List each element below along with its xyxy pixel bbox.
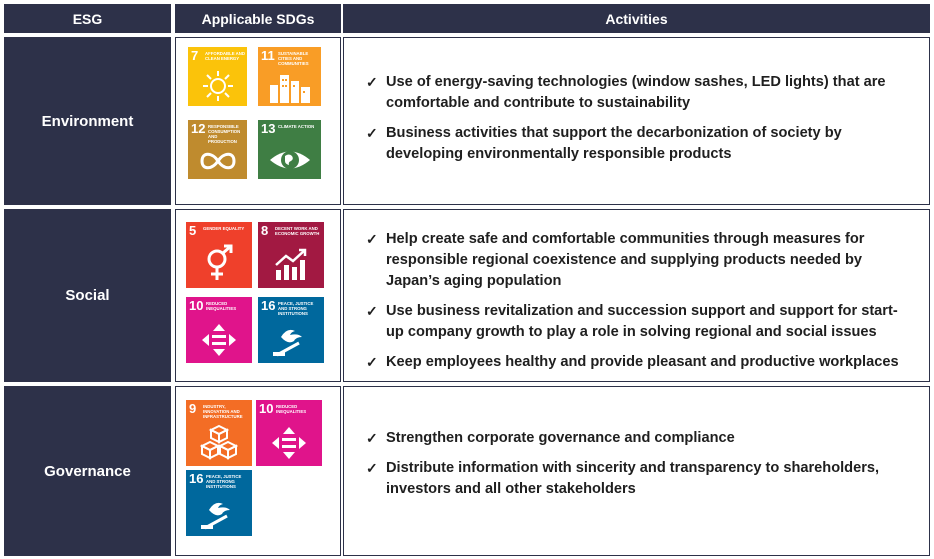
check-icon: ✓: [366, 430, 378, 446]
activity-item: ✓ Use business revitalization and succession support and support for start-up company growth to play a role in solving regional and social issues: [366, 301, 913, 343]
sdg-tile-16: 16 PEACE, JUSTICE AND STRONG INSTITUTIONS: [258, 297, 324, 363]
gender-icon: [202, 244, 236, 284]
sdg-cell-social: [175, 209, 341, 382]
esg-label-social: Social: [4, 209, 171, 382]
activities-cell-environment: [343, 37, 930, 205]
check-icon: ✓: [366, 354, 378, 370]
activities-cell-social: [343, 209, 930, 382]
activity-item: ✓ Keep employees healthy and provide pleasant and productive workplaces: [366, 352, 913, 373]
activity-item: ✓ Help create safe and comfortable communities through measures for responsible regional coexistence and supplying products needed by Japan’s aging population: [366, 229, 913, 292]
sdg-tile-5: 5 GENDER EQUALITY: [186, 222, 252, 288]
activity-item: ✓ Distribute information with sincerity and transparency to shareholders, investors and all other stakeholders: [366, 458, 913, 500]
equality-icon: [271, 426, 307, 460]
header-activities: Activities: [343, 4, 930, 33]
sdg-tile-16: 16 PEACE, JUSTICE AND STRONG INSTITUTIONS: [186, 470, 252, 536]
sdg-tile-13: 13 CLIMATE ACTION: [258, 120, 321, 179]
sdg-tile-9: 9 INDUSTRY, INNOVATION AND INFRASTRUCTURE: [186, 400, 252, 466]
check-icon: ✓: [366, 74, 378, 90]
growth-chart-icon: [273, 248, 309, 280]
sdg-tile-10: 10 REDUCED INEQUALITIES: [256, 400, 322, 466]
header-applicable-sdgs: Applicable SDGs: [175, 4, 341, 33]
esg-label-environment: Environment: [4, 37, 171, 205]
sdg-tile-7: 7 AFFORDABLE AND CLEAN ENERGY: [188, 47, 247, 106]
check-icon: ✓: [366, 125, 378, 141]
sdg-tile-11: 11 SUSTAINABLE CITIES AND COMMUNITIES: [258, 47, 321, 106]
activity-item: ✓ Strengthen corporate governance and compliance: [366, 428, 913, 449]
equality-icon: [201, 323, 237, 357]
dove-gavel-icon: [199, 498, 239, 530]
header-esg: ESG: [4, 4, 171, 33]
sun-icon: [201, 69, 235, 103]
activity-item: ✓ Use of energy-saving technologies (window sashes, LED lights) that are comfortable and contribute to sustainability: [366, 72, 913, 114]
check-icon: ✓: [366, 231, 378, 247]
check-icon: ✓: [366, 303, 378, 319]
sdg-tile-8: 8 DECENT WORK AND ECONOMIC GROWTH: [258, 222, 324, 288]
sdg-tile-10: 10 REDUCED INEQUALITIES: [186, 297, 252, 363]
city-icon: [268, 71, 312, 103]
eye-globe-icon: [268, 147, 312, 173]
cubes-icon: [200, 424, 238, 460]
sdg-cell-governance: [175, 386, 341, 556]
infinity-icon: [198, 150, 238, 172]
esg-label-governance: Governance: [4, 386, 171, 556]
activities-cell-governance: [343, 386, 930, 556]
sdg-tile-12: 12 RESPONSIBLE CONSUMPTION AND PRODUCTION: [188, 120, 247, 179]
sdg-cell-environment: [175, 37, 341, 205]
activity-item: ✓ Business activities that support the decarbonization of society by developing environmentally responsible products: [366, 123, 913, 165]
check-icon: ✓: [366, 460, 378, 476]
dove-gavel-icon: [271, 325, 311, 357]
